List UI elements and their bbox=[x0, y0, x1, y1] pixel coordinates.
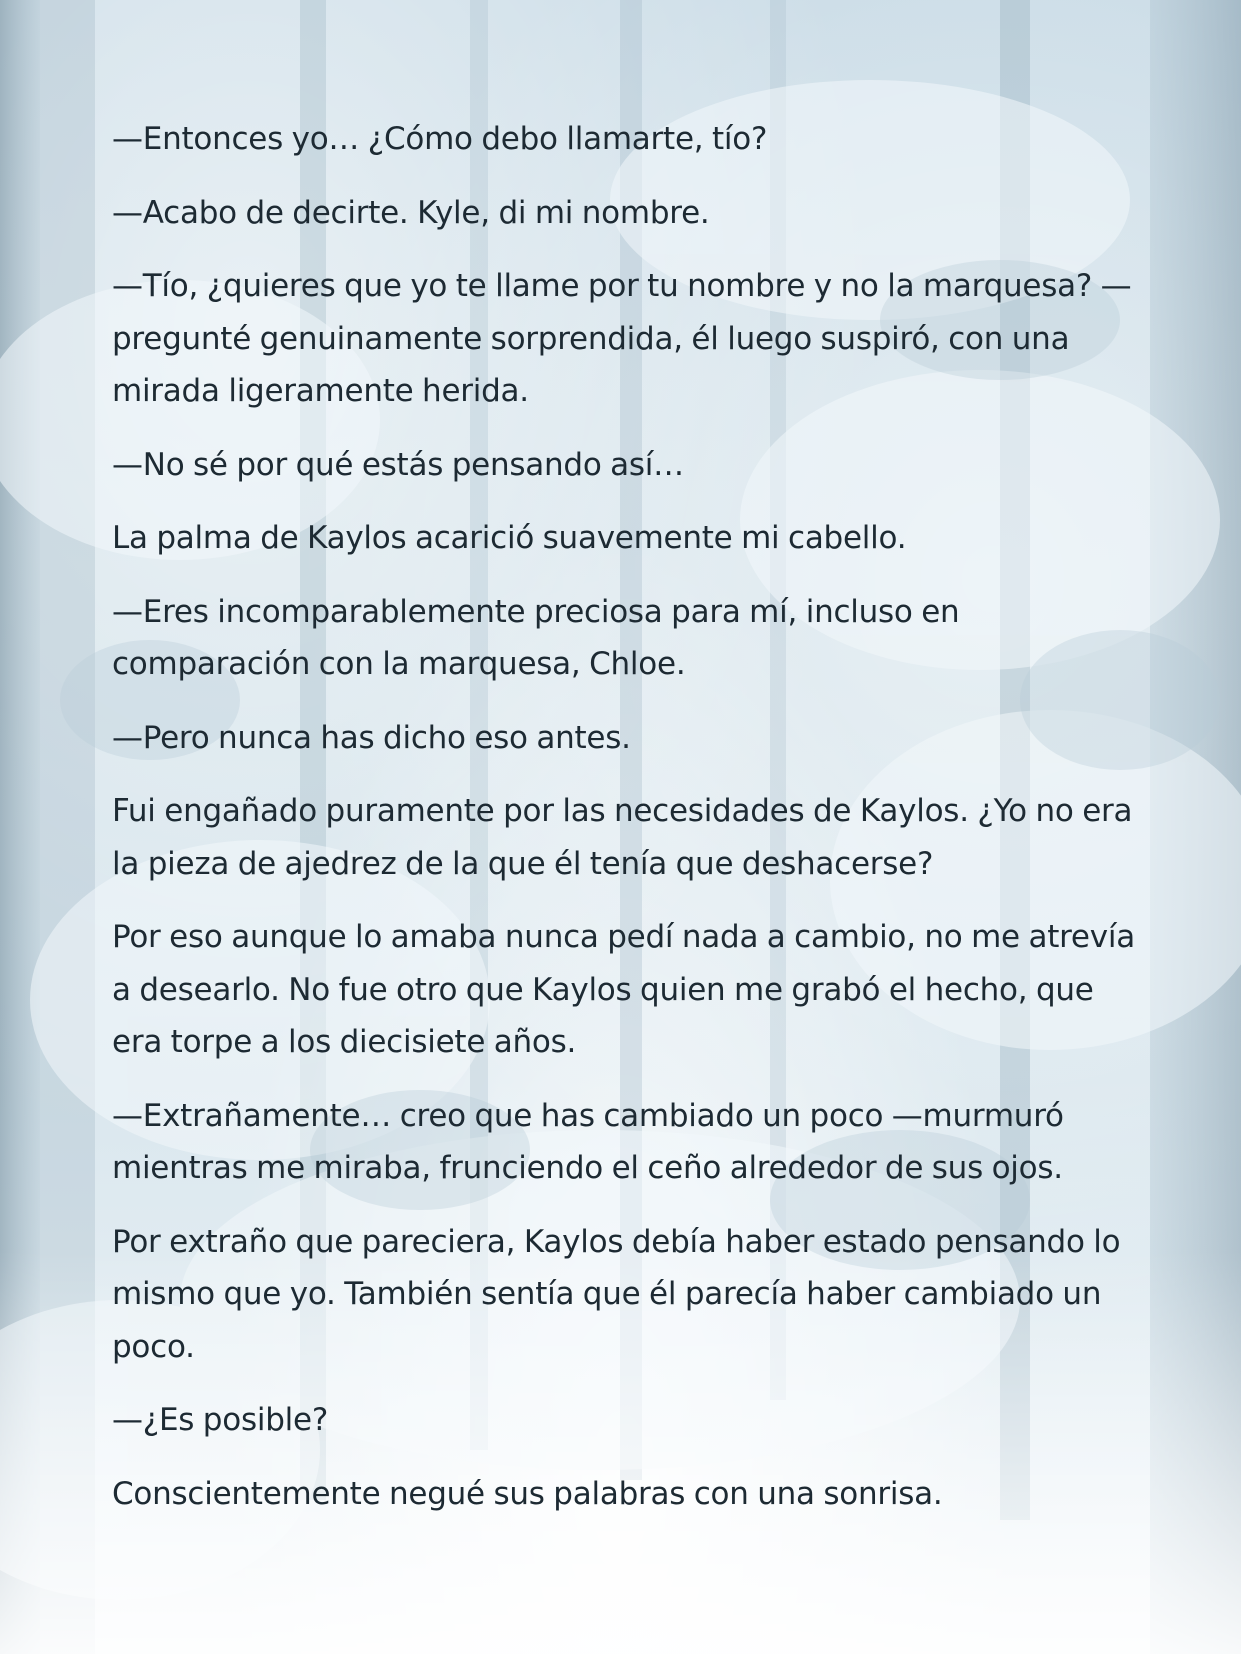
paragraph: Por eso aunque lo amaba nunca pedí nada a cambio, no me atrevía a desearlo. No fue otro que Kaylos quien me grabó el hecho, que era torpe a los diecisiete años. bbox=[112, 919, 1135, 1060]
paragraph: Conscientemente negué sus palabras con una sonrisa. bbox=[112, 1475, 943, 1512]
paragraph: —Extrañamente… creo que has cambiado un poco —murmuró mientras me miraba, frunciendo el ceño alrededor de sus ojos. bbox=[112, 1097, 1064, 1186]
paragraph: —Acabo de decirte. Kyle, di mi nombre. bbox=[112, 194, 710, 231]
paragraph: La palma de Kaylos acarició suavemente mi cabello. bbox=[112, 520, 907, 556]
paragraph: —Entonces yo… ¿Cómo debo llamarte, tío? bbox=[112, 121, 768, 157]
paragraph: Fui engañado puramente por las necesidades de Kaylos. ¿Yo no era la pieza de ajedrez de la que él tenía que deshacerse? bbox=[112, 793, 1133, 882]
paragraph: —¿Es posible? bbox=[112, 1402, 329, 1438]
paragraph: —Eres incomparablemente preciosa para mí, incluso en comparación con la marquesa, Chloe. bbox=[112, 593, 960, 682]
paragraph: Por extraño que pareciera, Kaylos debía haber estado pensando lo mismo que yo. También sentía que él parecía haber cambiado un poco. bbox=[112, 1223, 1121, 1365]
paragraph: —Pero nunca has dicho eso antes. bbox=[112, 719, 631, 756]
story-text bbox=[112, 113, 1142, 1541]
paragraph: —No sé por qué estás pensando así… bbox=[112, 446, 684, 483]
paragraph: —Tío, ¿quieres que yo te llame por tu nombre y no la marquesa? —pregunté genuinamente sorprendida, él luego suspiró, con una mirada ligeramente herida. bbox=[112, 268, 1132, 409]
